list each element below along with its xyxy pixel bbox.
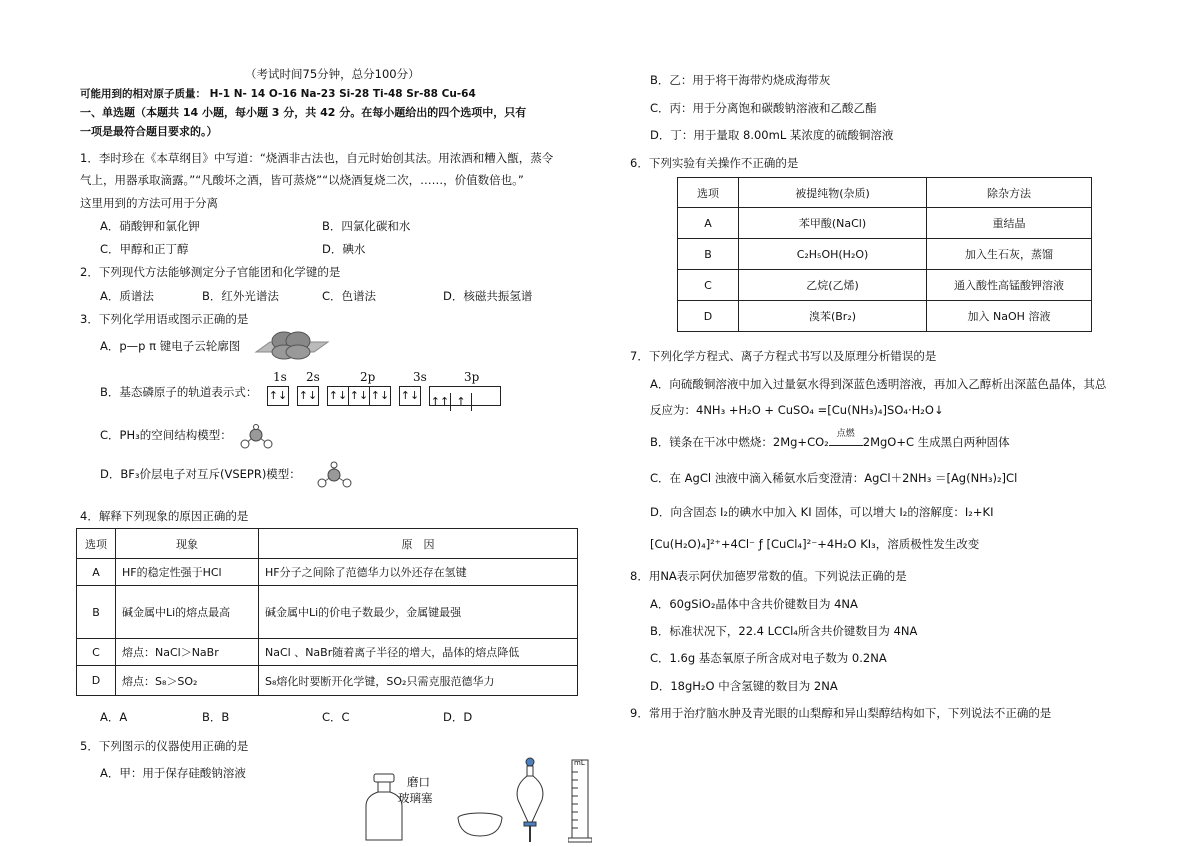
table-cell: 乙烷(乙烯) [739, 270, 927, 301]
table-cell: NaCl 、NaBr随着离子半径的增大，晶体的熔点降低 [259, 639, 578, 666]
q4-stem: 4．解释下列现象的原因正确的是 [80, 509, 249, 523]
q8-option-a: A．60gSiO₂晶体中含共价键数目为 4NA [650, 597, 858, 611]
q5-stem: 5．下列图示的仪器使用正确的是 [80, 739, 249, 753]
q4-option-b: B．B [202, 710, 230, 724]
q5-option-c: C．丙：用于分离饱和碳酸钠溶液和乙酸乙酯 [650, 101, 877, 115]
table-cell: S₈熔化时要断开化学键，SO₂只需克服范德华力 [259, 666, 578, 696]
q7-option-b-right: 2MgO+C 生成黑白两种固体 [862, 435, 1010, 449]
q4-option-d: D．D [443, 710, 473, 724]
q7-option-a-1: A．向硫酸铜溶液中加入过量氨水得到深蓝色透明溶液，再加入乙醇析出深蓝色晶体，其总 [650, 377, 1107, 391]
bf3-vsepr-model-image [316, 461, 354, 491]
q6-header-option: 选项 [678, 178, 739, 208]
q4-header-reason: 原 因 [259, 529, 578, 559]
table-cell: D [678, 301, 739, 332]
q7-option-d-1: D．向含固态 I₂的碘水中加入 KI 固体，可以增大 I₂的溶解度：I₂+KI [650, 505, 994, 519]
stopper-label-1: 磨口 [407, 775, 430, 789]
q6-header-method: 除杂方法 [927, 178, 1092, 208]
exam-time: （考试时间75分钟，总分100分） [245, 67, 420, 81]
table-cell: C₂H₅OH(H₂O) [739, 239, 927, 270]
table-row [77, 559, 578, 586]
q1-stem-3: 这里用到的方法可用于分离 [80, 196, 218, 210]
table-row [678, 239, 1092, 270]
table-cell: 碱金属中Li的熔点最高 [116, 586, 259, 639]
table-cell: A [77, 559, 116, 586]
q5-option-b: B．乙：用于将干海带灼烧成海带灰 [650, 73, 831, 87]
orbital-label-3s: 3s [413, 370, 427, 384]
q7-option-c: C．在 AgCl 浊液中滴入稀氨水后变澄清：AgCl＋2NH₃ ＝[Ag(NH₃)₂]Cl [650, 471, 1018, 485]
section-title-line2: 一项是最符合题目要求的。） [80, 125, 218, 138]
q2-option-a: A．质谱法 [100, 289, 154, 303]
table-cell: HF的稳定性强于HCl [116, 559, 259, 586]
q2-stem: 2．下列现代方法能够测定分子官能团和化学键的是 [80, 265, 341, 279]
q4-option-c: C．C [322, 710, 350, 724]
q2-option-c: C．色谱法 [322, 289, 377, 303]
q7-option-b [650, 429, 1010, 450]
table-cell: 碱金属中Li的价电子数最少，金属键最强 [259, 586, 578, 639]
table-cell: C [77, 639, 116, 666]
stopper-label-2: 玻璃塞 [398, 791, 433, 805]
orbital-box-3p: ↑↑ ↑ [429, 386, 501, 406]
q3-option-a: A．p—p π 键电子云轮廓图 [100, 339, 241, 353]
q7-option-d-2: [Cu(H₂O)₄]²⁺+4Cl⁻ ƒ [CuCl₄]²⁻+4H₂O KI₃，溶质极性发生改变 [650, 537, 980, 551]
q1-option-a: A．硝酸钾和氯化钾 [100, 219, 200, 233]
q3-stem: 3．下列化学用语或图示正确的是 [80, 312, 249, 326]
orbital-label-2p: 2p [360, 370, 376, 384]
arrow-line [829, 445, 863, 446]
table-cell: 苯甲酸(NaCl) [739, 208, 927, 239]
table-cell: B [77, 586, 116, 639]
ph3-model-image [238, 424, 276, 450]
table-cell: A [678, 208, 739, 239]
q3-option-b: B．基态磷原子的轨道表示式： [100, 385, 258, 399]
q4-header-phenomenon: 现象 [116, 529, 259, 559]
separatory-funnel-image [510, 756, 550, 844]
q8-option-b: B．标准状况下，22.4 LCCl₄所含共价键数目为 4NA [650, 624, 918, 638]
q8-stem: 8．用NA表示阿伏加德罗常数的值。下列说法正确的是 [630, 569, 907, 583]
q6-header-substance: 被提纯物(杂质) [739, 178, 927, 208]
orbital-label-1s: 1s [273, 370, 287, 384]
q9-stem: 9．常用于治疗脑水肿及青光眼的山梨醇和异山梨醇结构如下，下列说法不正确的是 [630, 706, 1052, 720]
table-cell: 加入 NaOH 溶液 [927, 301, 1092, 332]
orbital-box-3s: ↑↓ [399, 386, 421, 406]
table-row [77, 586, 578, 639]
table-row [77, 639, 578, 666]
q2-option-d: D．核磁共振氢谱 [443, 289, 533, 303]
q1-option-d: D．碘水 [322, 242, 366, 256]
graduated-cylinder-image [568, 758, 592, 844]
table-row [678, 208, 1092, 239]
pi-bond-orbital-image [252, 330, 330, 360]
orbital-box-2s: ↑↓ [297, 386, 319, 406]
q3-option-c: C．PH₃的空间结构模型： [100, 428, 232, 442]
table-cell: 溴苯(Br₂) [739, 301, 927, 332]
table-cell: D [77, 666, 116, 696]
table-cell: B [678, 239, 739, 270]
q1-option-b: B．四氯化碳和水 [322, 219, 411, 233]
table-cell: C [678, 270, 739, 301]
q7-stem: 7．下列化学方程式、离子方程式书写以及原理分析错误的是 [630, 349, 937, 363]
q3-option-d: D．BF₃价层电子对互斥(VSEPR)模型： [100, 467, 301, 481]
q5-option-a: A．甲：用于保存硅酸钠溶液 [100, 766, 246, 780]
q1-option-c: C．甲醇和正丁醇 [100, 242, 189, 256]
q4-header-option: 选项 [77, 529, 116, 559]
table-cell: 重结晶 [927, 208, 1092, 239]
table-cell: 熔点：NaCl＞NaBr [116, 639, 259, 666]
q8-option-c: C．1.6g 基态氧原子所含成对电子数为 0.2NA [650, 651, 887, 665]
table-row [77, 666, 578, 696]
reaction-condition: 点燃 [836, 429, 855, 439]
q5-option-d: D．丁：用于量取 8.00mL 某浓度的硫酸铜溶液 [650, 128, 894, 142]
q6-stem: 6．下列实验有关操作不正确的是 [630, 156, 799, 170]
reaction-arrow [829, 429, 863, 446]
table-row [678, 270, 1092, 301]
q2-option-b: B．红外光谱法 [202, 289, 279, 303]
orbital-box-1s: ↑↓ [267, 386, 289, 406]
table-cell: HF分子之间除了范德华力以外还存在氢键 [259, 559, 578, 586]
orbital-box-2p: ↑↓ ↑↓ ↑↓ [327, 386, 391, 406]
q7-option-b-left: B．镁条在干冰中燃烧：2Mg+CO₂ [650, 435, 829, 449]
atomic-masses: 可能用到的相对原子质量： H-1 N- 14 O-16 Na-23 Si-28 Ti-48 Sr-88 Cu-64 [80, 88, 476, 100]
q4-table [76, 528, 578, 696]
cylinder-unit-label: mL [574, 759, 585, 767]
evaporating-dish-image [455, 810, 505, 840]
table-row [678, 301, 1092, 332]
table-cell: 熔点：S₈＞SO₂ [116, 666, 259, 696]
orbital-label-3p: 3p [464, 370, 480, 384]
table-cell: 加入生石灰，蒸馏 [927, 239, 1092, 270]
q4-option-a: A．A [100, 710, 128, 724]
table-cell: 通入酸性高锰酸钾溶液 [927, 270, 1092, 301]
orbital-diagram [267, 386, 505, 406]
q6-table [677, 177, 1092, 332]
orbital-label-2s: 2s [306, 370, 320, 384]
section-title-line1: 一、单选题（本题共 14 小题，每小题 3 分，共 42 分。在每小题给出的四个选项中，只有 [80, 106, 527, 119]
q8-option-d: D．18gH₂O 中含氢键的数目为 2NA [650, 679, 838, 693]
q1-stem-1: 1．李时珍在《本草纲目》中写道：“烧酒非古法也，自元时始创其法。用浓酒和糟入甑，蒸令 [80, 151, 554, 165]
q1-stem-2: 气上，用器承取滴露。”“凡酸坏之酒，皆可蒸烧”“以烧酒复烧二次，……，价值数倍也。” [80, 173, 524, 187]
q7-option-a-2: 反应为：4NH₃ +H₂O + CuSO₄ =[Cu(NH₃)₄]SO₄·H₂O↓ [650, 403, 944, 417]
